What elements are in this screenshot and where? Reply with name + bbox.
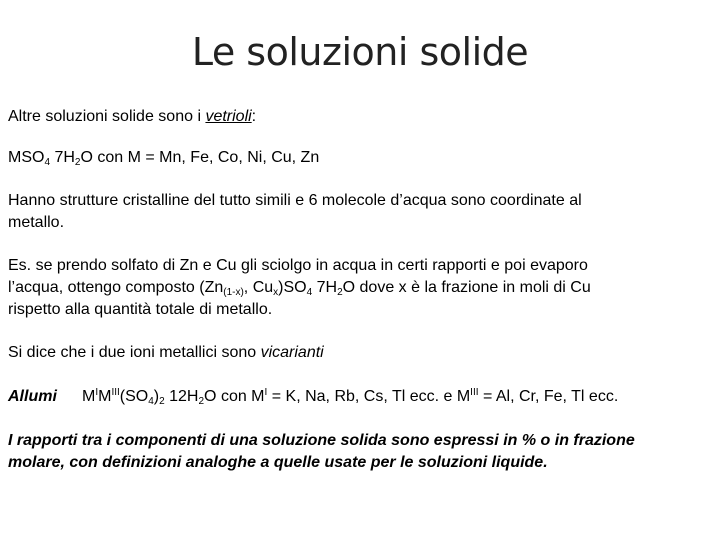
paragraph-rapporti <box>8 430 635 474</box>
formula-part: M <box>98 388 112 405</box>
formula-part: O con M = Mn, Fe, Co, Ni, Cu, Zn <box>80 149 320 166</box>
formula-part: = K, Na, Rb, Cs, Tl ecc. e M <box>267 388 471 405</box>
formula-part: O con M <box>204 388 265 405</box>
formula-part: M <box>82 388 96 405</box>
paragraph-line: Hanno strutture cristalline del tutto simili e 6 molecole d’acqua sono coordinate al <box>8 192 582 209</box>
text-part: l’acqua, ottengo composto (Zn <box>8 279 224 296</box>
subscript: 2 <box>198 396 205 407</box>
superscript: III <box>470 387 479 398</box>
paragraph-vicarianti <box>8 342 324 364</box>
paragraph-line: I rapporti tra i componenti di una soluzione solida sono espressi in % o in frazione <box>8 432 635 449</box>
paragraph-vetrioli <box>8 106 256 128</box>
formula-subscript: 2 <box>74 157 81 168</box>
vicarianti-lead: Si dice che i due ioni metallici sono <box>8 344 261 361</box>
paragraph-line <box>8 277 591 299</box>
subscript: 2 <box>337 287 343 298</box>
paragraph-line: Es. se prendo solfato di Zn e Cu gli sciolgo in acqua in certi rapporti e poi evaporo <box>8 257 588 274</box>
formula-subscript: 4 <box>44 157 51 168</box>
formula-part: ) <box>153 388 160 405</box>
formula-part: = Al, Cr, Fe, Tl ecc. <box>478 388 619 405</box>
formula-allumi <box>8 386 618 408</box>
subscript: x <box>273 287 279 298</box>
vetrioli-term: vetrioli <box>205 108 252 125</box>
vicarianti-term: vicarianti <box>260 344 324 361</box>
text-part: 7H <box>312 279 338 296</box>
text-part: )SO <box>278 279 307 296</box>
paragraph-strutture <box>8 190 582 234</box>
formula-part: 12H <box>164 388 199 405</box>
slide-title: Le soluzioni solide <box>191 30 529 74</box>
vetrioli-colon: : <box>251 108 257 125</box>
formula-part: 7H <box>50 149 75 166</box>
vetrioli-lead: Altre soluzioni solide sono i <box>8 108 206 125</box>
text-part: , Cu <box>243 279 274 296</box>
paragraph-esempio <box>8 255 591 321</box>
formula-part: (SO <box>119 388 149 405</box>
subscript: 4 <box>306 287 313 298</box>
superscript: I <box>95 387 99 398</box>
superscript: I <box>264 387 268 398</box>
paragraph-line: molare, con definizioni analoghe a quelle usate per le soluzioni liquide. <box>8 454 548 471</box>
subscript: 2 <box>159 396 165 407</box>
text-part: O dove x è la frazione in moli di Cu <box>342 279 591 296</box>
paragraph-line: metallo. <box>8 214 65 231</box>
subscript: (1-x) <box>223 287 244 298</box>
formula-mso4 <box>8 147 319 169</box>
subscript: 4 <box>148 396 154 407</box>
paragraph-line: rispetto alla quantità totale di metallo. <box>8 301 273 318</box>
formula-part: MSO <box>8 149 45 166</box>
superscript: III <box>111 387 120 398</box>
allumi-label: Allumi <box>8 388 57 405</box>
